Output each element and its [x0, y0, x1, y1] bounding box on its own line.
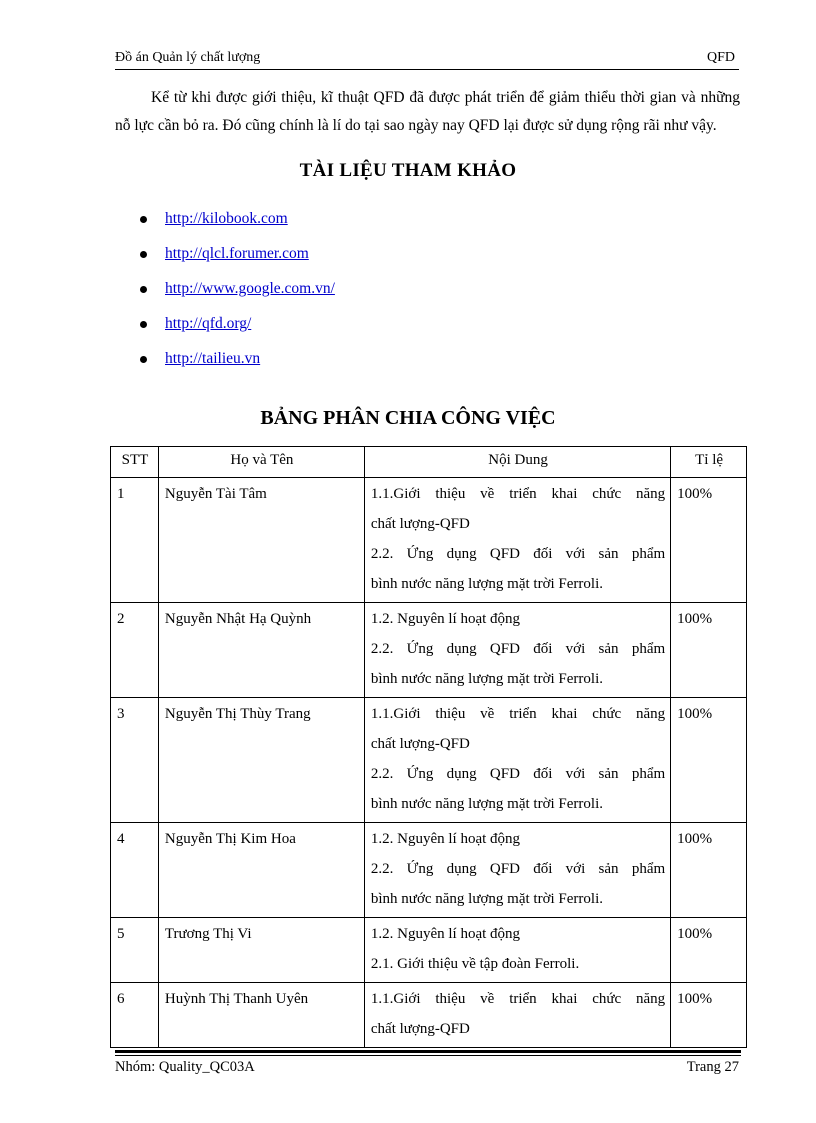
content-line: chất lượng-QFD: [370, 1021, 470, 1037]
content-line: 2.2. Ứng dụng QFD đối với sản phẩm: [370, 766, 666, 782]
cell-stt: 5: [111, 918, 159, 983]
work-division-table: [110, 446, 747, 1048]
cell-content: [364, 698, 670, 823]
cell-name: Nguyễn Tài Tâm: [158, 478, 364, 603]
cell-stt: 2: [111, 603, 159, 698]
cell-stt: 4: [111, 823, 159, 918]
content-line: bình nước năng lượng mặt trời Ferroli.: [370, 891, 603, 907]
bullet-icon: [140, 356, 147, 363]
footer-group: Nhóm: Quality_QC03A: [115, 1059, 255, 1075]
table-row: [111, 918, 747, 983]
cell-stt: 1: [111, 478, 159, 603]
footer-divider-thick: [115, 1050, 741, 1053]
content-line: 1.2. Nguyên lí hoạt động: [370, 611, 521, 627]
cell-stt: 3: [111, 698, 159, 823]
content-line: bình nước năng lượng mặt trời Ferroli.: [370, 671, 603, 687]
table-row: [111, 983, 747, 1048]
column-header-name: Họ và Tên: [158, 447, 364, 478]
table-row: [111, 698, 747, 823]
content-line: bình nước năng lượng mặt trời Ferroli.: [370, 576, 603, 592]
cell-percent: 100%: [671, 478, 747, 603]
bullet-icon: [140, 216, 147, 223]
cell-name: Nguyễn Thị Kim Hoa: [158, 823, 364, 918]
table-header-row: [111, 447, 747, 478]
reference-item: [137, 204, 335, 239]
content-line: 1.1.Giới thiệu về triển khai chức năng: [370, 486, 666, 502]
reference-item: [137, 274, 335, 309]
reference-item: [137, 344, 335, 379]
reference-item: [137, 239, 335, 274]
content-line: 2.2. Ứng dụng QFD đối với sản phẩm: [370, 546, 666, 562]
content-line: 1.2. Nguyên lí hoạt động: [370, 831, 521, 847]
footer-page-number: Trang 27: [686, 1059, 739, 1075]
cell-percent: 100%: [671, 918, 747, 983]
cell-percent: 100%: [671, 603, 747, 698]
cell-content: [364, 823, 670, 918]
bullet-icon: [140, 286, 147, 293]
table-row: [111, 603, 747, 698]
cell-name: Trương Thị Vi: [158, 918, 364, 983]
reference-link[interactable]: http://tailieu.vn: [165, 350, 261, 367]
column-header-stt: STT: [111, 447, 159, 478]
header-divider: [115, 69, 739, 70]
content-line: 2.2. Ứng dụng QFD đối với sản phẩm: [370, 861, 666, 877]
content-line: 2.2. Ứng dụng QFD đối với sản phẩm: [370, 641, 666, 657]
page-header: [115, 50, 739, 70]
cell-percent: 100%: [671, 823, 747, 918]
intro-paragraph: Kể từ khi được giới thiệu, kĩ thuật QFD đã được phát triển để giảm thiểu thời gian và những nỗ lực cần bỏ ra. Đó cũng chính là lí do tại sao ngày nay QFD lại được sử dụng rộng rãi như vậy.: [115, 89, 740, 134]
references-list: [137, 204, 335, 379]
reference-link[interactable]: http://qlcl.forumer.com: [165, 245, 309, 262]
cell-stt: 6: [111, 983, 159, 1048]
work-table-heading: BẢNG PHÂN CHIA CÔNG VIỆC: [260, 407, 556, 429]
column-header-content: Nội Dung: [364, 447, 670, 478]
content-line: 1.1.Giới thiệu về triển khai chức năng: [370, 991, 666, 1007]
reference-link[interactable]: http://kilobook.com: [165, 210, 288, 227]
content-line: 1.1.Giới thiệu về triển khai chức năng: [370, 706, 666, 722]
cell-name: Nguyễn Thị Thùy Trang: [158, 698, 364, 823]
cell-content: [364, 918, 670, 983]
reference-link[interactable]: http://qfd.org/: [165, 315, 252, 332]
content-line: chất lượng-QFD: [370, 736, 470, 752]
cell-percent: 100%: [671, 698, 747, 823]
content-line: 2.1. Giới thiệu về tập đoàn Ferroli.: [370, 956, 580, 972]
reference-link[interactable]: http://www.google.com.vn/: [165, 280, 335, 297]
footer-divider-thin: [115, 1055, 741, 1056]
cell-content: [364, 983, 670, 1048]
header-document-title: Đồ án Quản lý chất lượng: [115, 50, 261, 65]
bullet-icon: [140, 321, 147, 328]
header-topic: QFD: [706, 50, 735, 65]
content-line: bình nước năng lượng mặt trời Ferroli.: [370, 796, 603, 812]
content-line: 1.2. Nguyên lí hoạt động: [370, 926, 521, 942]
cell-percent: 100%: [671, 983, 747, 1048]
content-line: chất lượng-QFD: [370, 516, 470, 532]
cell-content: [364, 478, 670, 603]
intro-section: [115, 84, 740, 140]
cell-name: Huỳnh Thị Thanh Uyên: [158, 983, 364, 1048]
table-row: [111, 478, 747, 603]
cell-content: [364, 603, 670, 698]
cell-name: Nguyễn Nhật Hạ Quỳnh: [158, 603, 364, 698]
reference-item: [137, 309, 335, 344]
bullet-icon: [140, 251, 147, 258]
references-heading: TÀI LIỆU THAM KHẢO: [299, 160, 517, 181]
column-header-percent: Tỉ lệ: [671, 447, 747, 478]
table-row: [111, 823, 747, 918]
